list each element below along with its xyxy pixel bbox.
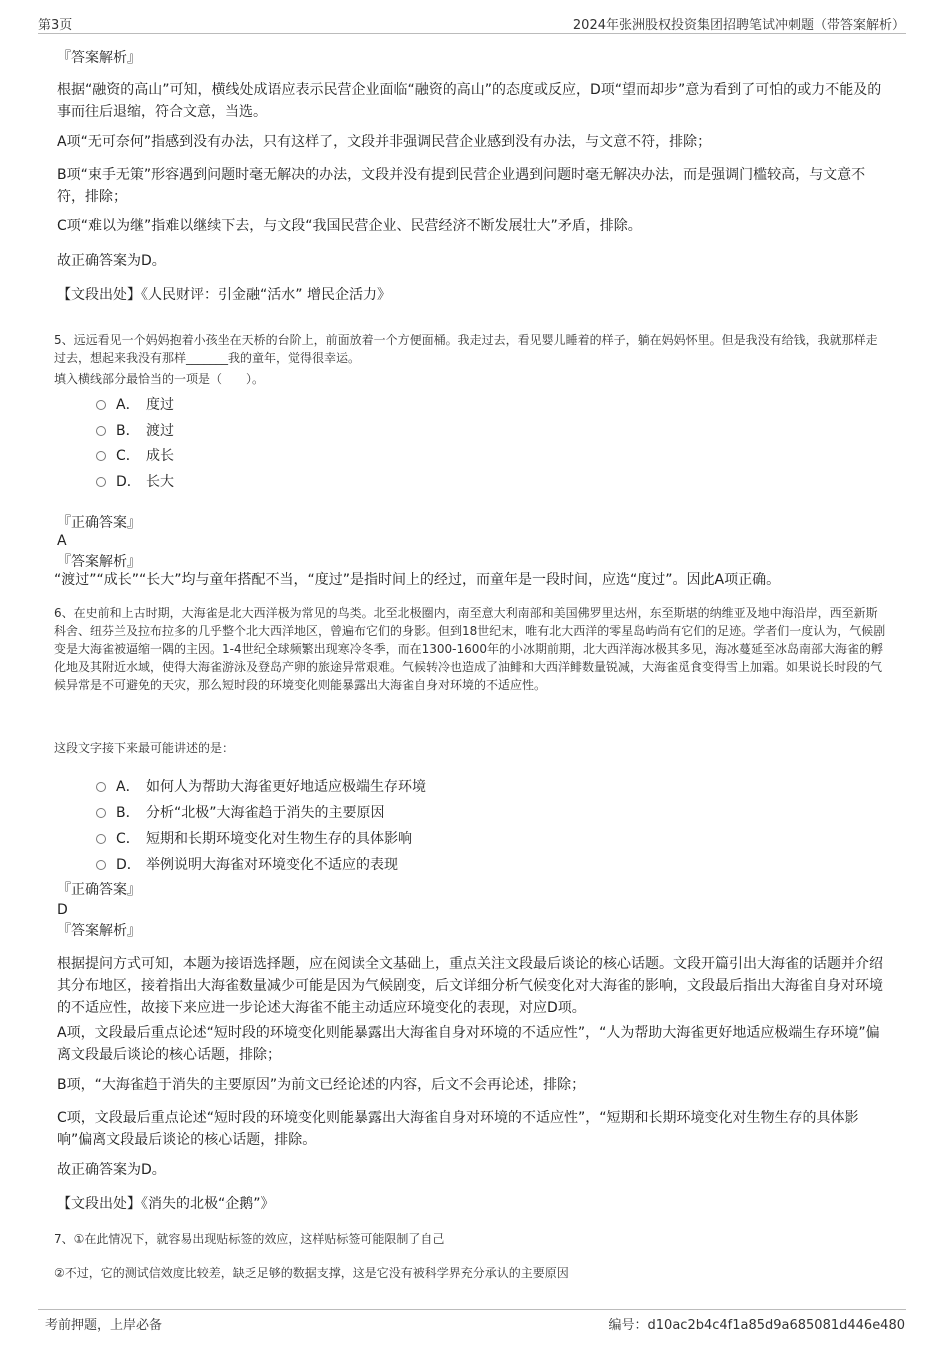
radio-icon[interactable] (96, 860, 106, 870)
header-rule (38, 33, 906, 34)
radio-icon[interactable] (96, 477, 106, 487)
q7-line2: ②不过，它的测试信效度比较差，缺乏足够的数据支撑，这是它没有被科学界充分承认的主要原因 (54, 1266, 569, 1280)
q5-blank: _______ (186, 351, 229, 365)
radio-icon[interactable] (96, 782, 106, 792)
q7-stem: 7、①在此情况下，就容易出现贴标签的效应，这样贴标签可能限制了自己 (54, 1232, 445, 1246)
radio-icon[interactable] (96, 808, 106, 818)
q6-option-c[interactable]: C． 短期和长期环境变化对生物生存的具体影响 (96, 828, 412, 848)
q5-option-d[interactable]: D． 长大 (96, 471, 174, 491)
document-code: 编号：d10ac2b4c4f1a85d9a685081d446e480 (608, 1318, 905, 1333)
document-title: 2024年张洲股权投资集团招聘笔试冲刺题（带答案解析） (572, 18, 905, 33)
q5-analysis-label: 『答案解析』 (57, 554, 141, 570)
q6-analysis-p2: A项，文段最后重点论述“短时段的环境变化则能暴露出大海雀自身对环境的不适应性”，“人为帮助大海雀更好地适应极端生存环境”偏离文段最后谈论的核心话题，排除； (57, 1025, 880, 1063)
q5-option-c[interactable]: C． 成长 (96, 445, 174, 465)
q4-analysis-p5: 故正确答案为D。 (57, 253, 166, 269)
page-number: 第3页 (38, 18, 73, 33)
radio-icon[interactable] (96, 834, 106, 844)
q6-question: 这段文字接下来最可能讲述的是： (54, 741, 235, 755)
q4-source: 【文段出处】《人民财评：引金融“活水” 增民企活力》 (57, 287, 391, 303)
footer-rule (38, 1309, 906, 1310)
q6-option-a[interactable]: A． 如何人为帮助大海雀更好地适应极端生存环境 (96, 776, 426, 796)
q6-stem: 6、在史前和上古时期，大海雀是北大西洋极为常见的鸟类。北至北极圈内，南至意大利南部和美国佛罗里达州，东至斯堪的纳维亚及地中海沿岸，西至新斯科舍、纽芬兰及拉布拉多的几乎整个北大西洋地区，曾遍布它们的身影。但到18世纪末，唯有北大西洋的零星岛屿尚有它们的足迹。学者们一度认为，气候剧变是大海雀被逼缩一隅的主因。1-4世纪全球频繁出现寒冷冬季，而在1300-1600年的小冰期前期，北大西洋海冰极其多见，海冰蔓延至冰岛南部大海雀的孵化地及其附近水域，使得大海雀游泳及登岛产卵的旅途异常艰难。气候转冷也造成了油鲱和大西洋鲱数量锐减，大海雀觅食变得雪上加霜。如果说长时段的气候异常是不可避免的天灾，那么短时段的环境变化则能暴露出大海雀自身对环境的不适应性。 (54, 606, 886, 692)
radio-icon[interactable] (96, 400, 106, 410)
q6-correct-answer: D (57, 902, 68, 918)
q4-analysis-p1: 根据“融资的高山”可知，横线处成语应表示民营企业面临“融资的高山”的态度或反应，D项“望而却步”意为看到了可怕的或力不能及的事而往后退缩，符合文意，当选。 (57, 82, 882, 120)
q6-analysis-p1: 根据提问方式可知，本题为接语选择题，应在阅读全文基础上，重点关注文段最后谈论的核心话题。文段开篇引出大海雀的话题并介绍其分布地区，接着指出大海雀数量减少可能是因为气候剧变，后文详细分析气候变化对大海雀的影响，文段最后指出大海雀自身对环境的不适应性，故接下来应进一步论述大海雀不能主动适应环境变化的表现，对应D项。 (57, 956, 883, 1016)
q4-analysis-p3: B项“束手无策”形容遇到问题时毫无解决的办法，文段并没有提到民营企业遇到问题时毫无解决办法，而是强调门槛较高，与文意不符，排除； (57, 167, 866, 205)
q5-stem: 5、远远看见一个妈妈抱着小孩坐在天桥的台阶上，前面放着一个方便面桶。我走过去，看见婴儿睡着的样子，躺在妈妈怀里。但是我没有给钱，我就那样走过去，想起来我没有那样_______我的童年，觉得很幸运。 (54, 333, 878, 365)
q6-analysis-p4: C项，文段最后重点论述“短时段的环境变化则能暴露出大海雀自身对环境的不适应性”，“短期和长期环境变化对生物生存的具体影响”偏离文段最后谈论的核心话题，排除。 (57, 1110, 859, 1148)
radio-icon[interactable] (96, 451, 106, 461)
q4-analysis-p2: A项“无可奈何”指感到没有办法，只有这样了，文段并非强调民营企业感到没有办法，与文意不符，排除； (57, 134, 712, 150)
q5-correct-answer: A (57, 533, 67, 549)
q4-analysis-p4: C项“难以为继”指难以继续下去，与文段“我国民营企业、民营经济不断发展壮大”矛盾，排除。 (57, 218, 642, 234)
q6-source: 【文段出处】《消失的北极“企鹅”》 (57, 1196, 275, 1212)
q5-analysis: “渡过”“成长”“长大”均与童年搭配不当，“度过”是指时间上的经过，而童年是一段时间，应选“度过”。因此A项正确。 (54, 572, 781, 588)
q5-prompt: 填入横线部分最恰当的一项是（ ）。 (54, 372, 265, 386)
q6-analysis-label: 『答案解析』 (57, 923, 141, 939)
footer-slogan: 考前押题，上岸必备 (45, 1318, 163, 1333)
q4-analysis-label: 『答案解析』 (57, 50, 141, 66)
q6-correct-label: 『正确答案』 (57, 882, 141, 898)
radio-icon[interactable] (96, 426, 106, 436)
q5-option-a[interactable]: A． 度过 (96, 394, 174, 414)
q5-option-b[interactable]: B． 渡过 (96, 420, 174, 440)
q5-correct-label: 『正确答案』 (57, 515, 141, 531)
q6-analysis-p3: B项，“大海雀趋于消失的主要原因”为前文已经论述的内容，后文不会再论述，排除； (57, 1077, 586, 1093)
q6-option-b[interactable]: B． 分析“北极”大海雀趋于消失的主要原因 (96, 802, 385, 822)
q6-option-d[interactable]: D． 举例说明大海雀对环境变化不适应的表现 (96, 854, 398, 874)
q6-analysis-p5: 故正确答案为D。 (57, 1162, 166, 1178)
